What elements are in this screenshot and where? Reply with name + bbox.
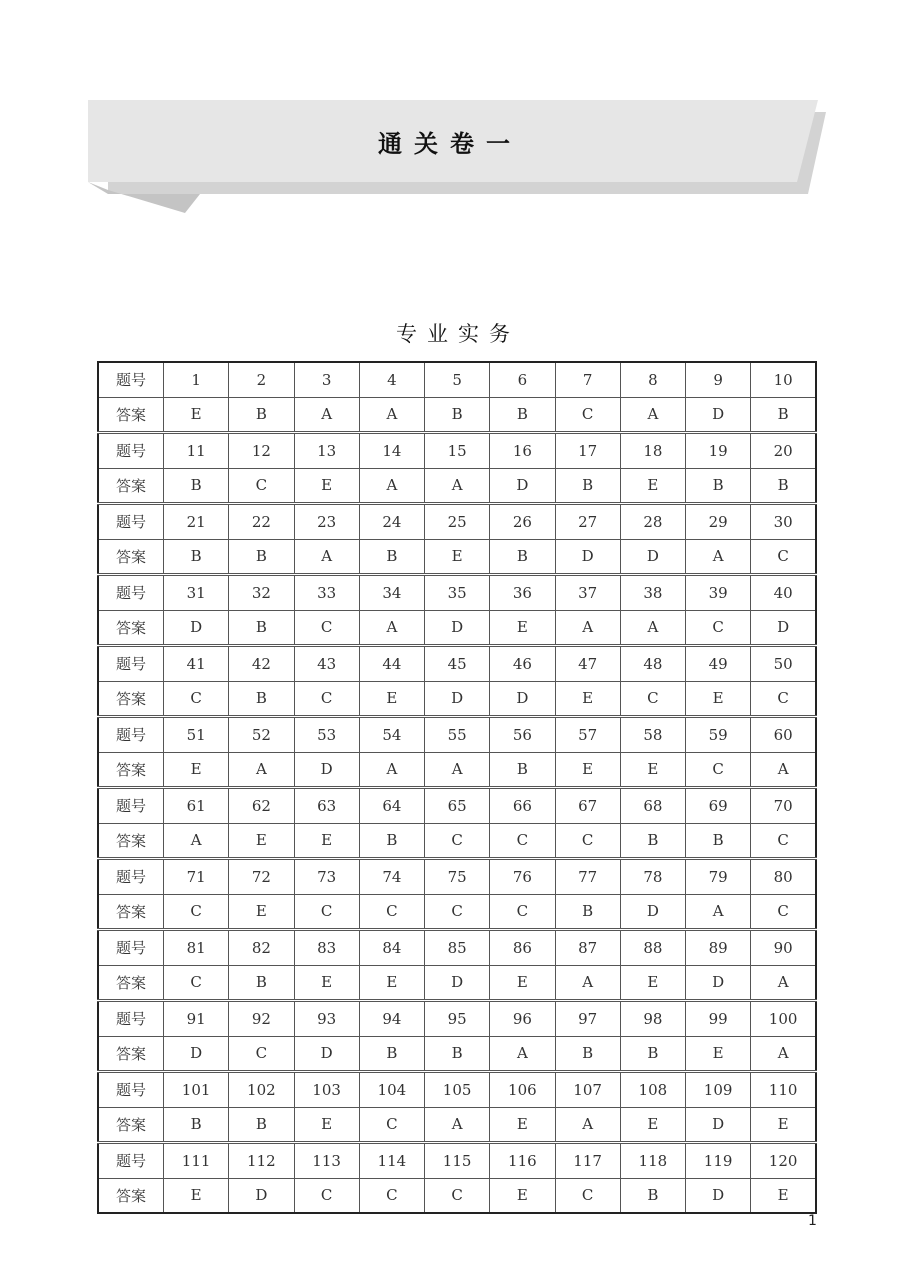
answer-row: [98, 1036, 816, 1072]
question-number: 57: [555, 717, 620, 753]
question-number: 40: [751, 575, 816, 611]
question-number-row: [98, 362, 816, 397]
question-number: 35: [425, 575, 490, 611]
question-number: 1: [164, 362, 229, 397]
question-number: 3: [294, 362, 359, 397]
question-number: 58: [620, 717, 685, 753]
question-number-row-label: 题号: [98, 646, 164, 682]
question-number-row-label: 题号: [98, 788, 164, 824]
question-number: 36: [490, 575, 555, 611]
question-number: 114: [359, 1143, 424, 1179]
question-number: 2: [229, 362, 294, 397]
answer-cell: A: [359, 468, 424, 504]
answer-cell: C: [751, 539, 816, 575]
answer-table: [97, 361, 817, 1214]
question-number: 51: [164, 717, 229, 753]
answer-cell: D: [686, 1107, 751, 1143]
question-number: 111: [164, 1143, 229, 1179]
answer-cell: C: [751, 681, 816, 717]
question-number: 83: [294, 930, 359, 966]
answer-cell: B: [359, 1036, 424, 1072]
answer-row-label: 答案: [98, 681, 164, 717]
answer-cell: B: [229, 539, 294, 575]
section-title: 专业实务: [396, 322, 520, 346]
question-number-row-label: 题号: [98, 575, 164, 611]
question-number: 30: [751, 504, 816, 540]
question-number: 50: [751, 646, 816, 682]
answer-cell: B: [229, 397, 294, 433]
question-number: 29: [686, 504, 751, 540]
answer-row: [98, 894, 816, 930]
answer-cell: C: [359, 894, 424, 930]
question-number: 6: [490, 362, 555, 397]
answer-cell: D: [294, 752, 359, 788]
question-number: 89: [686, 930, 751, 966]
question-number: 59: [686, 717, 751, 753]
answer-cell: A: [686, 894, 751, 930]
answer-cell: A: [751, 965, 816, 1001]
question-number: 71: [164, 859, 229, 895]
answer-cell: E: [490, 1178, 555, 1213]
question-number-row-label: 题号: [98, 362, 164, 397]
question-number: 47: [555, 646, 620, 682]
question-number: 78: [620, 859, 685, 895]
answer-row-label: 答案: [98, 965, 164, 1001]
question-number: 14: [359, 433, 424, 469]
question-number: 28: [620, 504, 685, 540]
question-number: 112: [229, 1143, 294, 1179]
question-number-row: [98, 717, 816, 753]
answer-cell: A: [686, 539, 751, 575]
answer-row-label: 答案: [98, 397, 164, 433]
answer-cell: C: [555, 823, 620, 859]
answer-cell: D: [490, 681, 555, 717]
question-number: 106: [490, 1072, 555, 1108]
question-number: 45: [425, 646, 490, 682]
answer-cell: C: [425, 894, 490, 930]
question-number: 8: [620, 362, 685, 397]
answer-cell: E: [294, 965, 359, 1001]
answer-cell: B: [229, 1107, 294, 1143]
answer-cell: A: [294, 539, 359, 575]
answer-cell: C: [490, 823, 555, 859]
answer-cell: B: [490, 539, 555, 575]
answer-cell: B: [164, 468, 229, 504]
question-number: 84: [359, 930, 424, 966]
answer-cell: B: [620, 1036, 685, 1072]
question-number: 32: [229, 575, 294, 611]
answer-row: [98, 1107, 816, 1143]
question-number: 120: [751, 1143, 816, 1179]
question-number: 79: [686, 859, 751, 895]
question-number: 94: [359, 1001, 424, 1037]
question-number: 26: [490, 504, 555, 540]
answer-cell: D: [555, 539, 620, 575]
question-number: 31: [164, 575, 229, 611]
answer-cell: B: [164, 539, 229, 575]
question-number: 117: [555, 1143, 620, 1179]
answer-row: [98, 823, 816, 859]
question-number: 21: [164, 504, 229, 540]
question-number-row: [98, 1072, 816, 1108]
answer-cell: E: [425, 539, 490, 575]
question-number-row-label: 题号: [98, 504, 164, 540]
answer-cell: A: [555, 610, 620, 646]
question-number: 105: [425, 1072, 490, 1108]
question-number: 60: [751, 717, 816, 753]
answer-cell: C: [164, 681, 229, 717]
answer-cell: B: [555, 894, 620, 930]
answer-cell: C: [620, 681, 685, 717]
answer-cell: C: [555, 397, 620, 433]
answer-row: [98, 1178, 816, 1213]
question-number: 10: [751, 362, 816, 397]
answer-cell: A: [555, 965, 620, 1001]
question-number-row-label: 题号: [98, 930, 164, 966]
question-number: 109: [686, 1072, 751, 1108]
question-number: 52: [229, 717, 294, 753]
question-number: 20: [751, 433, 816, 469]
question-number: 99: [686, 1001, 751, 1037]
answer-cell: E: [229, 894, 294, 930]
answer-cell: D: [425, 610, 490, 646]
question-number: 44: [359, 646, 424, 682]
answer-row-label: 答案: [98, 752, 164, 788]
answer-cell: C: [359, 1107, 424, 1143]
answer-cell: D: [751, 610, 816, 646]
answer-row-label: 答案: [98, 894, 164, 930]
question-number-row-label: 题号: [98, 717, 164, 753]
answer-cell: C: [294, 681, 359, 717]
answer-row-label: 答案: [98, 610, 164, 646]
question-number: 64: [359, 788, 424, 824]
answer-cell: C: [555, 1178, 620, 1213]
question-number: 104: [359, 1072, 424, 1108]
question-number-row: [98, 859, 816, 895]
answer-cell: D: [229, 1178, 294, 1213]
question-number: 13: [294, 433, 359, 469]
answer-cell: E: [751, 1178, 816, 1213]
answer-cell: E: [490, 610, 555, 646]
answer-row: [98, 681, 816, 717]
answer-cell: C: [294, 894, 359, 930]
answer-cell: D: [620, 539, 685, 575]
question-number: 4: [359, 362, 424, 397]
question-number: 15: [425, 433, 490, 469]
answer-cell: A: [229, 752, 294, 788]
question-number: 42: [229, 646, 294, 682]
question-number: 9: [686, 362, 751, 397]
answer-row: [98, 610, 816, 646]
answer-cell: D: [294, 1036, 359, 1072]
answer-cell: A: [164, 823, 229, 859]
question-number: 69: [686, 788, 751, 824]
answer-cell: A: [555, 1107, 620, 1143]
answer-row-label: 答案: [98, 539, 164, 575]
answer-cell: E: [490, 1107, 555, 1143]
question-number: 67: [555, 788, 620, 824]
page-number: 1: [808, 1213, 817, 1229]
question-number: 88: [620, 930, 685, 966]
answer-cell: B: [229, 610, 294, 646]
answer-cell: C: [751, 823, 816, 859]
answer-cell: E: [620, 468, 685, 504]
question-number: 113: [294, 1143, 359, 1179]
answer-cell: C: [229, 1036, 294, 1072]
question-number: 80: [751, 859, 816, 895]
question-number: 93: [294, 1001, 359, 1037]
answer-cell: E: [555, 752, 620, 788]
question-number: 77: [555, 859, 620, 895]
answer-cell: B: [751, 397, 816, 433]
answer-cell: A: [751, 1036, 816, 1072]
answer-cell: A: [359, 752, 424, 788]
question-number: 82: [229, 930, 294, 966]
answer-cell: C: [294, 610, 359, 646]
question-number: 103: [294, 1072, 359, 1108]
answer-cell: A: [294, 397, 359, 433]
answer-cell: A: [425, 1107, 490, 1143]
answer-cell: E: [620, 965, 685, 1001]
answer-cell: E: [686, 681, 751, 717]
answer-cell: C: [294, 1178, 359, 1213]
answer-cell: C: [490, 894, 555, 930]
question-number: 98: [620, 1001, 685, 1037]
question-number: 37: [555, 575, 620, 611]
answer-cell: C: [686, 610, 751, 646]
answer-cell: E: [294, 468, 359, 504]
question-number: 19: [686, 433, 751, 469]
answer-cell: B: [359, 823, 424, 859]
question-number: 16: [490, 433, 555, 469]
answer-cell: E: [359, 965, 424, 1001]
question-number: 102: [229, 1072, 294, 1108]
question-number: 108: [620, 1072, 685, 1108]
question-number: 62: [229, 788, 294, 824]
answer-cell: D: [490, 468, 555, 504]
question-number: 56: [490, 717, 555, 753]
question-number-row: [98, 1143, 816, 1179]
question-number: 27: [555, 504, 620, 540]
question-number-row: [98, 433, 816, 469]
title-banner: [0, 0, 900, 230]
question-number: 75: [425, 859, 490, 895]
question-number: 92: [229, 1001, 294, 1037]
answer-cell: E: [359, 681, 424, 717]
question-number-row-label: 题号: [98, 433, 164, 469]
answer-cell: B: [686, 468, 751, 504]
banner-title: 通关卷一: [378, 130, 522, 158]
question-number: 118: [620, 1143, 685, 1179]
answer-cell: A: [425, 468, 490, 504]
answer-cell: B: [620, 823, 685, 859]
question-number: 23: [294, 504, 359, 540]
answer-cell: E: [490, 965, 555, 1001]
question-number: 38: [620, 575, 685, 611]
answer-cell: B: [359, 539, 424, 575]
answer-row-label: 答案: [98, 823, 164, 859]
question-number-row-label: 题号: [98, 1143, 164, 1179]
answer-cell: E: [751, 1107, 816, 1143]
question-number-row: [98, 788, 816, 824]
answer-cell: D: [164, 1036, 229, 1072]
question-number-row: [98, 504, 816, 540]
question-number: 96: [490, 1001, 555, 1037]
question-number: 34: [359, 575, 424, 611]
question-number: 53: [294, 717, 359, 753]
answer-row-label: 答案: [98, 1036, 164, 1072]
answer-cell: D: [164, 610, 229, 646]
question-number: 46: [490, 646, 555, 682]
question-number: 33: [294, 575, 359, 611]
answer-cell: E: [620, 752, 685, 788]
question-number: 68: [620, 788, 685, 824]
answer-cell: D: [686, 397, 751, 433]
answer-cell: E: [229, 823, 294, 859]
answer-cell: B: [686, 823, 751, 859]
answer-cell: C: [359, 1178, 424, 1213]
question-number-row: [98, 1001, 816, 1037]
answer-cell: A: [751, 752, 816, 788]
answer-row: [98, 965, 816, 1001]
question-number-row: [98, 930, 816, 966]
question-number: 39: [686, 575, 751, 611]
question-number: 11: [164, 433, 229, 469]
answer-cell: C: [164, 965, 229, 1001]
answer-cell: E: [620, 1107, 685, 1143]
answer-row-label: 答案: [98, 1178, 164, 1213]
question-number: 5: [425, 362, 490, 397]
answer-cell: B: [229, 965, 294, 1001]
answer-row: [98, 397, 816, 433]
answer-cell: C: [686, 752, 751, 788]
answer-row-label: 答案: [98, 1107, 164, 1143]
answer-row-label: 答案: [98, 468, 164, 504]
answer-cell: D: [686, 1178, 751, 1213]
question-number: 65: [425, 788, 490, 824]
answer-cell: D: [620, 894, 685, 930]
answer-cell: A: [620, 397, 685, 433]
answer-cell: E: [294, 823, 359, 859]
question-number: 24: [359, 504, 424, 540]
answer-cell: D: [686, 965, 751, 1001]
question-number: 100: [751, 1001, 816, 1037]
question-number: 115: [425, 1143, 490, 1179]
answer-cell: C: [425, 823, 490, 859]
question-number: 91: [164, 1001, 229, 1037]
answer-cell: A: [359, 397, 424, 433]
answer-cell: B: [555, 1036, 620, 1072]
question-number-row-label: 题号: [98, 1072, 164, 1108]
answer-cell: A: [359, 610, 424, 646]
question-number: 17: [555, 433, 620, 469]
question-number: 73: [294, 859, 359, 895]
question-number: 110: [751, 1072, 816, 1108]
answer-cell: B: [164, 1107, 229, 1143]
question-number: 7: [555, 362, 620, 397]
question-number: 66: [490, 788, 555, 824]
question-number: 49: [686, 646, 751, 682]
question-number: 54: [359, 717, 424, 753]
question-number: 70: [751, 788, 816, 824]
question-number: 90: [751, 930, 816, 966]
answer-cell: E: [164, 1178, 229, 1213]
answer-cell: B: [555, 468, 620, 504]
question-number: 97: [555, 1001, 620, 1037]
question-number: 85: [425, 930, 490, 966]
question-number: 107: [555, 1072, 620, 1108]
answer-cell: E: [164, 397, 229, 433]
answer-cell: D: [425, 965, 490, 1001]
answer-cell: C: [425, 1178, 490, 1213]
question-number: 87: [555, 930, 620, 966]
answer-cell: A: [620, 610, 685, 646]
answer-cell: A: [490, 1036, 555, 1072]
question-number: 48: [620, 646, 685, 682]
answer-cell: B: [229, 681, 294, 717]
answer-cell: B: [620, 1178, 685, 1213]
answer-cell: E: [294, 1107, 359, 1143]
question-number: 81: [164, 930, 229, 966]
question-number: 95: [425, 1001, 490, 1037]
question-number: 12: [229, 433, 294, 469]
question-number: 41: [164, 646, 229, 682]
answer-row: [98, 468, 816, 504]
question-number: 119: [686, 1143, 751, 1179]
question-number: 86: [490, 930, 555, 966]
question-number: 74: [359, 859, 424, 895]
question-number: 72: [229, 859, 294, 895]
answer-cell: B: [425, 1036, 490, 1072]
answer-cell: B: [490, 752, 555, 788]
answer-cell: D: [425, 681, 490, 717]
question-number: 43: [294, 646, 359, 682]
question-number-row-label: 题号: [98, 859, 164, 895]
answer-cell: E: [555, 681, 620, 717]
answer-cell: C: [229, 468, 294, 504]
question-number-row-label: 题号: [98, 1001, 164, 1037]
question-number: 22: [229, 504, 294, 540]
answer-cell: E: [686, 1036, 751, 1072]
answer-cell: C: [751, 894, 816, 930]
question-number: 116: [490, 1143, 555, 1179]
question-number: 61: [164, 788, 229, 824]
question-number: 101: [164, 1072, 229, 1108]
answer-cell: B: [751, 468, 816, 504]
answer-cell: A: [425, 752, 490, 788]
answer-row: [98, 752, 816, 788]
answer-cell: B: [490, 397, 555, 433]
answer-cell: C: [164, 894, 229, 930]
answer-row: [98, 539, 816, 575]
question-number: 63: [294, 788, 359, 824]
question-number: 18: [620, 433, 685, 469]
question-number-row: [98, 646, 816, 682]
answer-cell: B: [425, 397, 490, 433]
answer-cell: E: [164, 752, 229, 788]
question-number: 25: [425, 504, 490, 540]
question-number: 55: [425, 717, 490, 753]
question-number-row: [98, 575, 816, 611]
question-number: 76: [490, 859, 555, 895]
